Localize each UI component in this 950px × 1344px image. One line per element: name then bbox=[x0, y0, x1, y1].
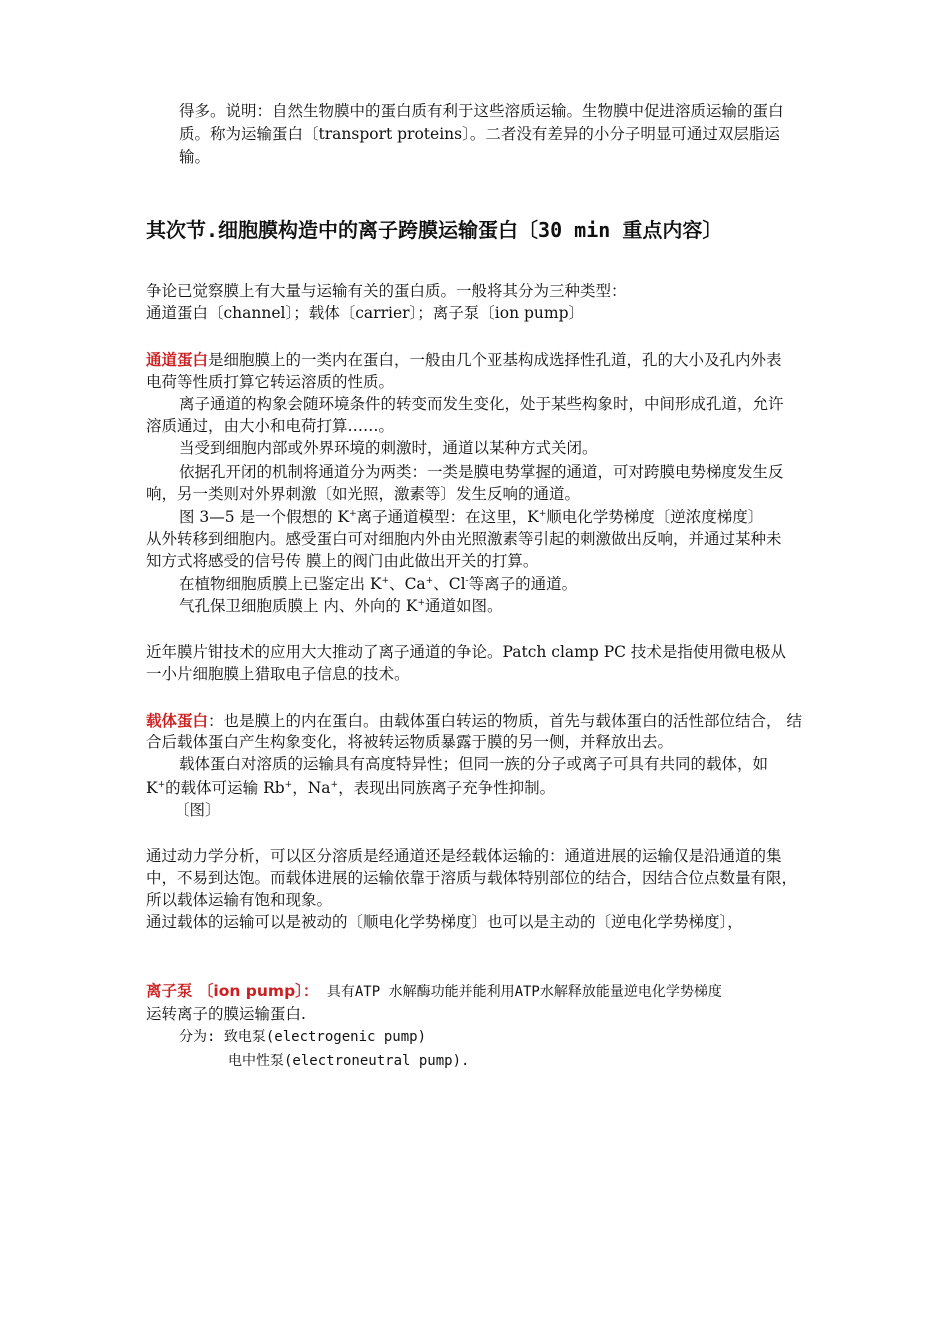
channel-term: 通道蛋白 bbox=[146, 350, 209, 369]
channel-line-10: 知方式将感受的信号传 膜上的阀门由此做出开关的打算。 bbox=[146, 552, 539, 570]
k-superscript: + bbox=[417, 597, 425, 608]
kinetics-line-2: 中，不易到达饱。而载体进展的运输依靠于溶质与载体特别部位的结合，因结合位点数量有限， bbox=[146, 869, 798, 887]
cl-superscript: - bbox=[465, 575, 469, 586]
intro-line-2: 质。称为运输蛋白〔transport proteins〕。二者没有差异的小分子明显可通过双层脂运 bbox=[179, 125, 780, 143]
channel-line-9: 从外转移到细胞内。感受蛋白可对细胞内外由光照激素等引起的刺激做出反响，并通过某种未 bbox=[146, 530, 782, 548]
channel-line-8a: 图 3—5 是一个假想的 K bbox=[179, 508, 350, 526]
pump-line-1-rest: 具有ATP 水解酶功能并能利用ATP水解释放能量逆电化学势梯度 bbox=[318, 984, 722, 1000]
figure-placeholder: 〔图〕 bbox=[174, 801, 221, 819]
channel-line-4: 溶质通过，由大小和电荷打算……。 bbox=[146, 417, 395, 435]
intro-line-1: 得多。说明：自然生物膜中的蛋白质有利于这些溶质运输。生物膜中促进溶质运输的蛋白 bbox=[179, 102, 784, 120]
patch-line-1: 近年膜片钳技术的应用大大推动了离子通道的争论。Patch clamp PC 技术是指使用微电极从 bbox=[146, 643, 786, 661]
k-superscript: + bbox=[538, 508, 547, 519]
channel-line-11 bbox=[179, 573, 577, 596]
pump-line-2: 运转离子的膜运输蛋白. bbox=[146, 1005, 306, 1023]
k-superscript: + bbox=[157, 779, 166, 790]
carrier-line-4d: ，表现出同族离子充争性抑制。 bbox=[338, 779, 556, 797]
k-superscript: + bbox=[349, 508, 357, 519]
channel-line-8 bbox=[179, 506, 763, 529]
carrier-term: 载体蛋白 bbox=[146, 711, 209, 730]
ca-superscript: + bbox=[425, 575, 434, 586]
pump-line-1 bbox=[146, 980, 722, 1004]
channel-line-8b: 离子通道模型：在这里，K bbox=[356, 508, 539, 526]
overview-line-1: 争论已觉察膜上有大量与运输有关的蛋白质。一般将其分为三种类型： bbox=[146, 282, 627, 300]
channel-line-11d: 等离子的通道。 bbox=[468, 575, 578, 593]
carrier-line-2: 合后载体蛋白产生构象变化，将被转运物质暴露于膜的另一侧，并释放出去。 bbox=[146, 733, 674, 751]
kinetics-line-4: 通过载体的运输可以是被动的〔顺电化学势梯度〕也可以是主动的〔逆电化学势梯度〕， bbox=[146, 913, 743, 931]
overview-line-2: 通道蛋白〔channel〕；载体〔carrier〕；离子泵〔ion pump〕 bbox=[146, 304, 585, 322]
channel-line-12a: 气孔保卫细胞质膜上 内、外向的 K bbox=[179, 597, 418, 615]
k-superscript: + bbox=[381, 575, 390, 586]
channel-line-6: 依据孔开闭的机制将通道分为两类：一类是膜电势掌握的通道，可对跨膜电势梯度发生反 bbox=[179, 463, 784, 481]
section-heading: 其次节.细胞膜构造中的离子跨膜运输蛋白〔30 min 重点内容〕 bbox=[146, 218, 723, 242]
carrier-line-3: 载体蛋白对溶质的运输具有高度特异性；但同一族的分子或离子可具有共同的载体，如 bbox=[179, 755, 769, 773]
kinetics-line-3: 所以载体运输有饱和现象。 bbox=[146, 891, 333, 909]
intro-line-3: 输。 bbox=[179, 148, 211, 166]
channel-line-11b: 、Ca bbox=[389, 575, 426, 593]
rb-superscript: + bbox=[284, 779, 293, 790]
channel-line-3: 离子通道的构象会随环境条件的转变而发生变化，处于某些构象时，中间形成孔道，允许 bbox=[179, 395, 784, 413]
channel-line-1-rest: 是细胞膜上的一类内在蛋白，一般由几个亚基构成选择性孔道，孔的大小及孔内外表 bbox=[208, 351, 782, 369]
channel-line-11a: 在植物细胞质膜上已鉴定出 K bbox=[179, 575, 382, 593]
channel-line-12 bbox=[179, 595, 503, 618]
pump-line-3: 分为: 致电泵(electrogenic pump) bbox=[179, 1029, 427, 1045]
carrier-line-1-rest: ：也是膜上的内在蛋白。由载体蛋白转运的物质，首先与载体蛋白的活性部位结合， 结 bbox=[208, 712, 802, 730]
carrier-line-4c: ，Na bbox=[292, 779, 331, 797]
na-superscript: + bbox=[330, 779, 339, 790]
pump-line-4: 电中性泵(electroneutral pump). bbox=[228, 1053, 470, 1069]
kinetics-line-1: 通过动力学分析，可以区分溶质是经通道还是经载体运输的：通道进展的运输仅是沿通道的集 bbox=[146, 847, 782, 865]
carrier-line-1 bbox=[146, 709, 802, 733]
carrier-line-4 bbox=[146, 777, 555, 800]
carrier-line-4b: 的载体可运输 Rb bbox=[165, 779, 285, 797]
channel-line-5: 当受到细胞内部或外界环境的刺激时，通道以某种方式关闭。 bbox=[179, 439, 598, 457]
channel-paragraph-line-1 bbox=[146, 348, 782, 372]
pump-term: 离子泵 〔ion pump〕： bbox=[146, 982, 319, 1000]
channel-line-12b: 通道如图。 bbox=[424, 597, 503, 615]
carrier-line-4a: K bbox=[146, 779, 158, 797]
patch-line-2: 一小片细胞膜上猎取电子信息的技术。 bbox=[146, 665, 410, 683]
channel-line-11c: 、Cl bbox=[433, 575, 466, 593]
channel-line-2: 电荷等性质打算它转运溶质的性质。 bbox=[146, 373, 395, 391]
channel-line-8c: 顺电化学势梯度〔逆浓度梯度〕 bbox=[546, 508, 764, 526]
channel-line-7: 响，另一类则对外界刺激〔如光照，激素等〕发生反响的通道。 bbox=[146, 485, 581, 503]
